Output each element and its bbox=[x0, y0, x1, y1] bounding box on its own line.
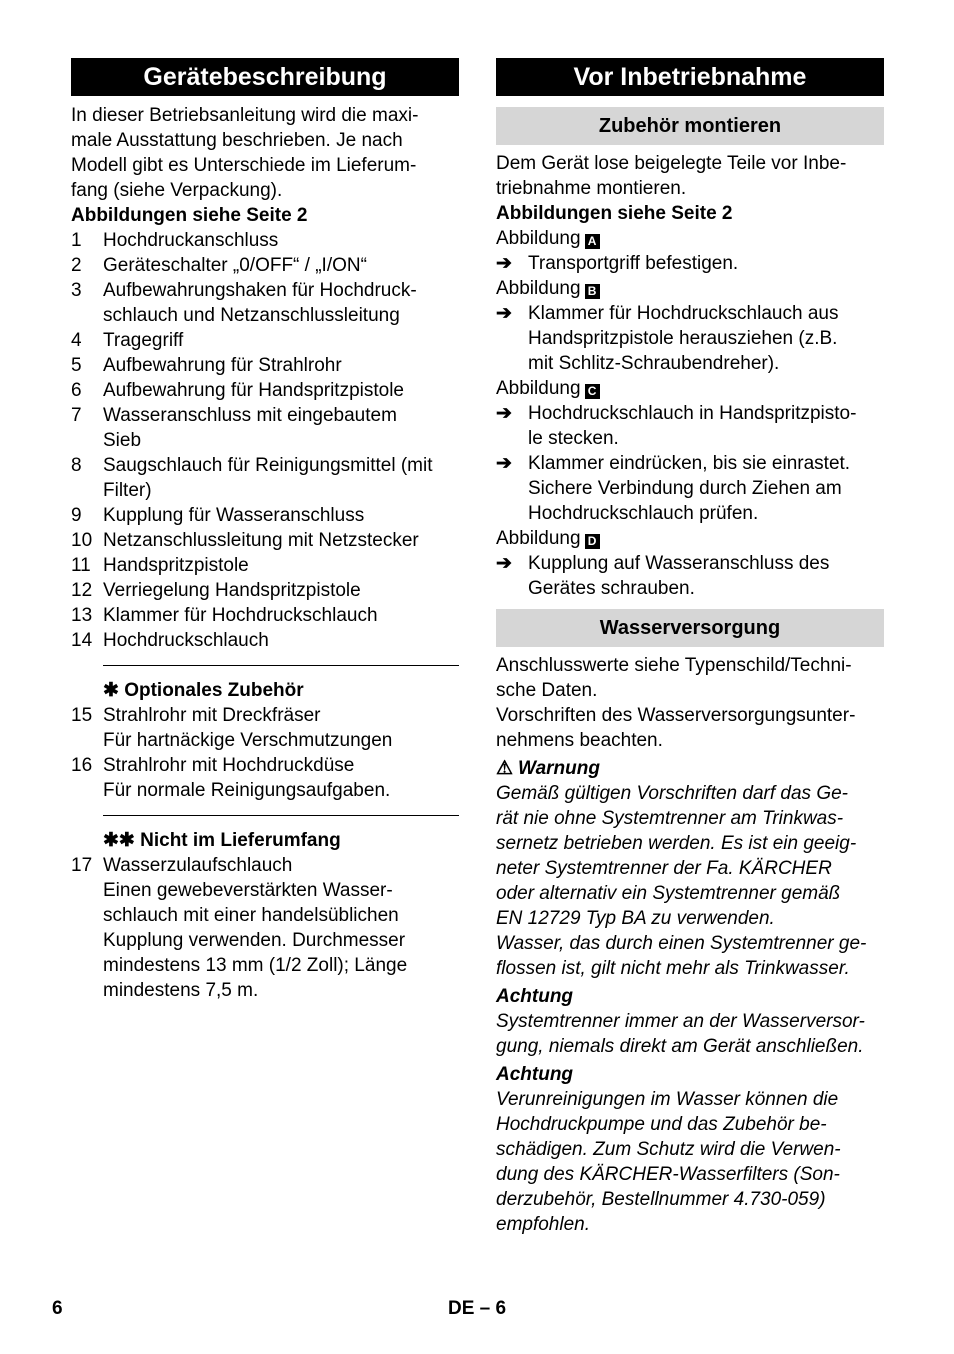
optional-accessories-list bbox=[71, 703, 459, 803]
arrow-right-icon: ➔ bbox=[496, 303, 512, 324]
list-item-number: 5 bbox=[71, 355, 82, 376]
component-list bbox=[71, 228, 459, 653]
list-item bbox=[71, 403, 459, 453]
warning-triangle-icon: ⚠ bbox=[496, 758, 514, 779]
list-item-text: Aufbewahrung für Handspritzpistole bbox=[103, 380, 405, 401]
instruction-step: ➔ Klammer für Hochdruckschlauch aus Handspritzpistole herausziehen (z.B. mit Schlitz-Schraubendreher). bbox=[496, 303, 839, 374]
caution-heading: Achtung bbox=[496, 986, 574, 1007]
list-item-text: Aufbewahrung für Strahlrohr bbox=[103, 355, 342, 376]
instruction-step: ➔ Klammer eindrücken, bis sie einrastet. Sichere Verbindung durch Ziehen am Hochdruckschlauch prüfen. bbox=[496, 453, 851, 524]
list-item-text: Strahlrohr mit Dreckfräser Für hartnäckige Verschmutzungen bbox=[103, 705, 393, 751]
list-item-text: Kupplung für Wasseranschluss bbox=[103, 505, 365, 526]
list-item-text: Hochdruckschlauch bbox=[103, 630, 269, 651]
figure-d-icon: D bbox=[585, 534, 600, 549]
figure-b-icon: B bbox=[585, 284, 600, 299]
list-item bbox=[71, 353, 459, 378]
double-asterisk-icon: ✱✱ bbox=[103, 830, 135, 851]
caution-text: Verunreinigungen im Wasser können die Hochdruckpumpe und das Zubehör be- schädigen. Zum Schutz wird die Verwen- dung des KÄRCHER-Wasserfilters (Son- derzubehör, Bestellnummer 4.730-059) empfohlen. bbox=[496, 1089, 841, 1235]
list-item-number: 3 bbox=[71, 280, 82, 301]
list-item bbox=[71, 703, 459, 753]
subheading-wasserversorgung: Wasserversorgung bbox=[496, 609, 884, 647]
list-item-number: 10 bbox=[71, 530, 93, 551]
arrow-right-icon: ➔ bbox=[496, 253, 512, 274]
warning-text: Gemäß gültigen Vorschriften darf das Ge- rät nie ohne Systemtrenner am Trinkwas- sernetz betrieben werden. Es ist ein geeig- neter Systemtrenner der Fa. KÄRCHER oder alternativ ein Systemtrenner gemäß EN 12729 Typ BA zu verwenden. bbox=[496, 783, 857, 929]
list-item bbox=[71, 628, 459, 653]
water-supply-paragraph: Anschlusswerte siehe Typenschild/Techni- sche Daten. bbox=[496, 655, 852, 701]
list-item-text: Tragegriff bbox=[103, 330, 184, 351]
list-item-number: 17 bbox=[71, 855, 93, 876]
list-item bbox=[71, 603, 459, 628]
divider bbox=[103, 815, 459, 816]
warning-text: Wasser, das durch einen Systemtrenner ge- flossen ist, gilt nicht mehr als Trinkwasser. bbox=[496, 933, 867, 979]
list-item-number: 11 bbox=[71, 555, 91, 576]
list-item bbox=[71, 553, 459, 578]
list-item-text: Geräteschalter „0/OFF“ / „I/ON“ bbox=[103, 255, 367, 276]
caution-heading: Achtung bbox=[496, 1064, 574, 1085]
figure-reference: Abbildungen siehe Seite 2 bbox=[71, 205, 308, 226]
list-item bbox=[71, 578, 459, 603]
list-item bbox=[71, 753, 459, 803]
subheading-zubehoer-montieren: Zubehör montieren bbox=[496, 107, 884, 145]
list-item bbox=[71, 278, 459, 328]
figure-a-icon: A bbox=[585, 234, 600, 249]
list-item-text: Saugschlauch für Reinigungsmittel (mit Filter) bbox=[103, 455, 433, 501]
right-column bbox=[496, 58, 884, 1237]
section-page-number: DE – 6 bbox=[448, 1298, 507, 1319]
list-item-text: Klammer für Hochdruckschlauch bbox=[103, 605, 378, 626]
figure-label-d: Abbildung D bbox=[496, 526, 884, 551]
list-item-number: 9 bbox=[71, 505, 82, 526]
list-item-number: 1 bbox=[71, 230, 82, 251]
list-item-number: 4 bbox=[71, 330, 82, 351]
list-item bbox=[71, 528, 459, 553]
arrow-right-icon: ➔ bbox=[496, 553, 512, 574]
list-item-number: 12 bbox=[71, 580, 93, 601]
list-item-number: 13 bbox=[71, 605, 93, 626]
list-item bbox=[71, 853, 459, 1003]
figure-label-b: Abbildung B bbox=[496, 276, 884, 301]
list-item-text: Verriegelung Handspritzpistole bbox=[103, 580, 361, 601]
figure-reference: Abbildungen siehe Seite 2 bbox=[496, 203, 733, 224]
list-item-number: 8 bbox=[71, 455, 82, 476]
instruction-step: ➔ Transportgriff befestigen. bbox=[496, 253, 739, 274]
list-item-text: Netzanschlussleitung mit Netzstecker bbox=[103, 530, 419, 551]
list-item-text: Wasseranschluss mit eingebautem Sieb bbox=[103, 405, 397, 451]
list-item-number: 14 bbox=[71, 630, 93, 651]
optional-accessories-heading: ✱ Optionales Zubehör bbox=[103, 680, 304, 701]
warning-heading: ⚠ Warnung bbox=[496, 758, 600, 779]
page-number: 6 bbox=[52, 1298, 63, 1319]
list-item-text: Strahlrohr mit Hochdruckdüse Für normale Reinigungsaufgaben. bbox=[103, 755, 391, 801]
figure-label-a: Abbildung A bbox=[496, 226, 884, 251]
divider bbox=[103, 665, 459, 666]
list-item bbox=[71, 253, 459, 278]
water-supply-paragraph: Vorschriften des Wasserversorgungsunter- nehmens beachten. bbox=[496, 705, 856, 751]
list-item-text: Aufbewahrungshaken für Hochdruck- schlauch und Netzanschlussleitung bbox=[103, 280, 417, 326]
list-item-number: 2 bbox=[71, 255, 82, 276]
intro-paragraph: In dieser Betriebsanleitung wird die maxi- male Ausstattung beschrieben. Je nach Modell gibt es Unterschiede im Lieferum- fang (siehe Verpackung). bbox=[71, 105, 419, 201]
section-heading-geraetebeschreibung: Gerätebeschreibung bbox=[71, 58, 459, 96]
instruction-step: ➔ Kupplung auf Wasseranschluss des Gerätes schrauben. bbox=[496, 553, 830, 599]
list-item-number: 7 bbox=[71, 405, 82, 426]
list-item-text: Handspritzpistole bbox=[103, 555, 249, 576]
arrow-right-icon: ➔ bbox=[496, 453, 512, 474]
not-included-heading: ✱✱ Nicht im Lieferumfang bbox=[103, 830, 341, 851]
list-item-number: 6 bbox=[71, 380, 82, 401]
list-item bbox=[71, 228, 459, 253]
list-item bbox=[71, 453, 459, 503]
list-item bbox=[71, 503, 459, 528]
arrow-right-icon: ➔ bbox=[496, 403, 512, 424]
list-item-text: Wasserzulaufschlauch Einen gewebeverstärkten Wasser- schlauch mit einer handelsüblichen Kupplung verwenden. Durchmesser mindestens 13 mm (1/2 Zoll); Länge mindestens 7,5 m. bbox=[103, 855, 408, 1001]
not-included-list bbox=[71, 853, 459, 1003]
asterisk-icon: ✱ bbox=[103, 680, 119, 701]
caution-text: Systemtrenner immer an der Wasserversor- gung, niemals direkt am Gerät anschließen. bbox=[496, 1011, 865, 1057]
assembly-intro: Dem Gerät lose beigelegte Teile vor Inbe- triebnahme montieren. bbox=[496, 153, 847, 199]
list-item-number: 16 bbox=[71, 755, 93, 776]
list-item-number: 15 bbox=[71, 705, 93, 726]
section-heading-vor-inbetriebnahme: Vor Inbetriebnahme bbox=[496, 58, 884, 96]
figure-label-c: Abbildung C bbox=[496, 376, 884, 401]
left-column bbox=[71, 58, 459, 1003]
list-item-text: Hochdruckanschluss bbox=[103, 230, 279, 251]
figure-c-icon: C bbox=[585, 384, 600, 399]
list-item bbox=[71, 328, 459, 353]
list-item bbox=[71, 378, 459, 403]
instruction-step: ➔ Hochdruckschlauch in Handspritzpisto- le stecken. bbox=[496, 403, 857, 449]
